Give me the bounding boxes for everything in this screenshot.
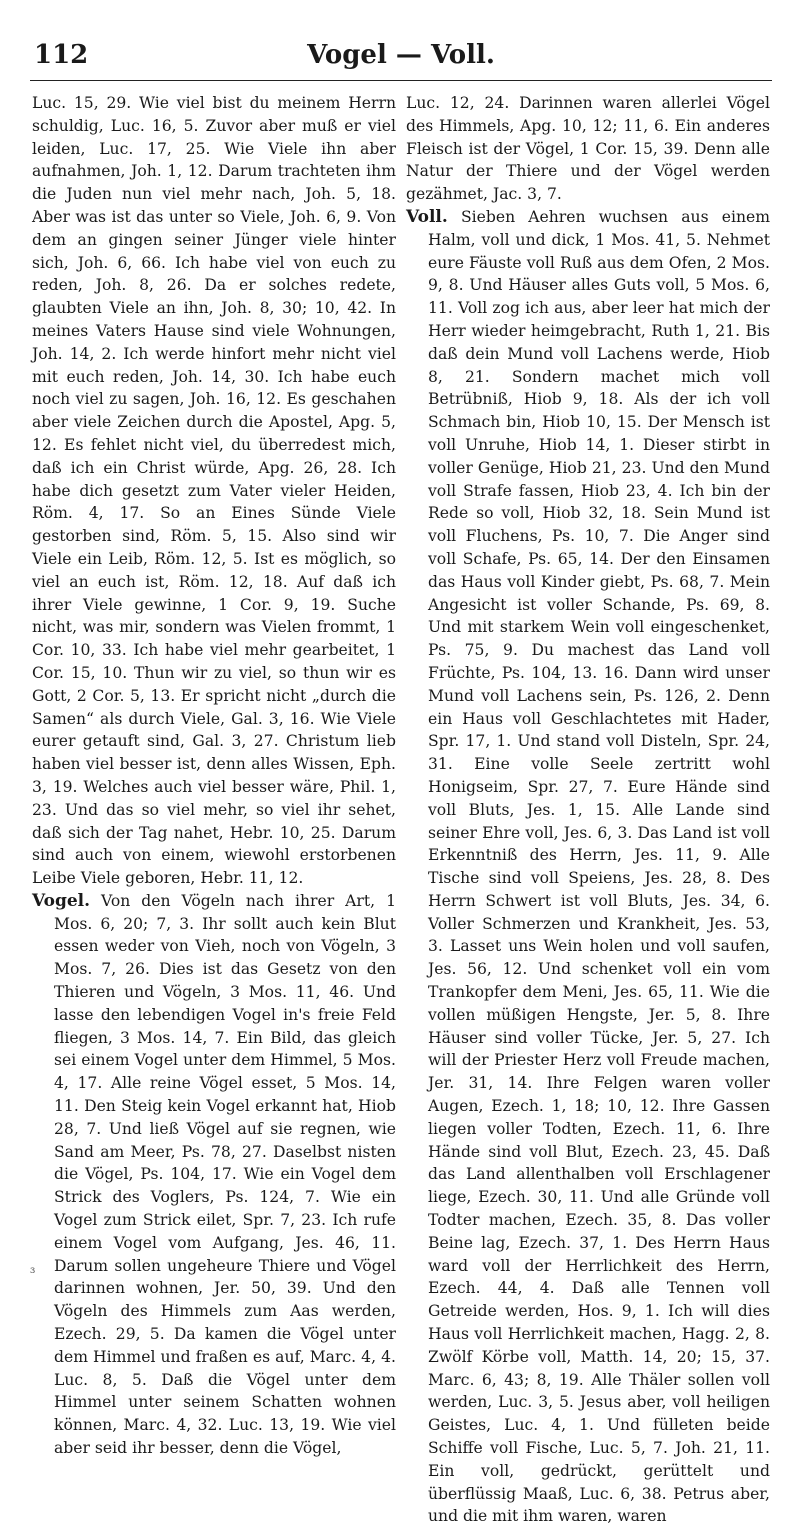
entry-keyword: Voll. <box>406 206 448 227</box>
left-column <box>32 92 396 1460</box>
entry-vogel <box>32 890 396 1460</box>
entry-keyword: Vogel. <box>32 890 91 911</box>
entry-continuation: Luc. 15, 29. Wie viel bist du meinem Herrn schuldig, Luc. 16, 5. Zuvor aber muß er viel leiden, Luc. 17, 25. Wie Viele ihn aber aufnahmen, Joh. 1, 12. Darum trachteten ihm die Juden nun viel mehr nach, Joh. 5, 18. Aber was ist das unter so Viele, Joh. 6, 9. Von dem an gingen seiner Jünger viele hinter sich, Joh. 6, 66. Ich habe viel von euch zu reden, Joh. 8, 26. Da er solches redete, glaubten Viele an ihn, Joh. 8, 30; 10, 42. In meines Vaters Hause sind viele Wohnungen, Joh. 14, 2. Ich werde hinfort mehr nicht viel mit euch reden, Joh. 14, 30. Ich habe euch noch viel zu sagen, Joh. 16, 12. Es geschahen aber viele Zeichen durch die Apostel, Apg. 5, 12. Es fehlet nicht viel, du überredest mich, daß ich ein Christ würde, Apg. 26, 28. Ich habe dich gesetzt zum Vater vieler Heiden, Röm. 4, 17. So an Eines Sünde Viele gestorben sind, Röm. 5, 15. Also sind wir Viele ein Leib, Röm. 12, 5. Ist es möglich, so viel an euch ist, Röm. 12, 18. Auf daß ich ihrer Viele gewinne, 1 Cor. 9, 19. Suche nicht, was mir, sondern was Vielen frommt, 1 Cor. 10, 33. Ich habe viel mehr gearbeitet, 1 Cor. 15, 10. Thun wir zu viel, so thun wir es Gott, 2 Cor. 5, 13. Er spricht nicht „durch die Samen“ als durch Viele, Gal. 3, 16. Wie Viele eurer getauft sind, Gal. 3, 27. Christum lieb haben viel besser ist, denn alles Wissen, Eph. 3, 19. Welches auch viel besser wäre, Phil. 1, 23. Und das so viel mehr, so viel ihr sehet, daß sich der Tag nahet, Hebr. 10, 25. Darum sind auch von einem, wiewohl erstorbenen Leibe Viele geboren, Hebr. 11, 12. <box>32 94 396 888</box>
running-title: Vogel — Voll. <box>307 40 495 70</box>
entry-voll <box>406 206 770 1528</box>
printer-mark: ɜ <box>30 1265 36 1276</box>
page-number: 112 <box>34 40 89 70</box>
page-header <box>30 40 772 81</box>
entry-text: Von den Vögeln nach ihrer Art, 1 Mos. 6, 20; 7, 3. Ihr sollt auch kein Blut essen weder von Vieh, noch von Vögeln, 3 Mos. 7, 26. Dies ist das Gesetz von den Thieren und Vögeln, 3 Mos. 11, 46. Und lasse den lebendigen Vogel in's freie Feld fliegen, 3 Mos. 14, 7. Ein Bild, das gleich sei einem Vogel unter dem Himmel, 5 Mos. 4, 17. Alle reine Vögel esset, 5 Mos. 14, 11. Den Steig kein Vogel erkannt hat, Hiob 28, 7. Und ließ Vögel auf sie regnen, wie Sand am Meer, Ps. 78, 27. Daselbst nisten die Vögel, Ps. 104, 17. Wie ein Vogel dem Strick des Voglers, Ps. 124, 7. Wie ein Vogel zum Strick eilet, Spr. 7, 23. Ich rufe einem Vogel vom Aufgang, Jes. 46, 11. Darum sollen ungeheure Thiere und Vögel darinnen wohnen, Jer. 50, 39. Und den Vögeln des Himmels zum Aas werden, Ezech. 29, 5. Da kamen die Vögel unter dem Himmel und fraßen es auf, Marc. 4, 4. Luc. 8, 5. Daß die Vögel unter dem Himmel unter seinem Schatten wohnen können, Marc. 4, 32. Luc. 13, 19. Wie viel aber seid ihr besser, denn die Vögel, <box>54 891 396 1458</box>
entry-text: Sieben Aehren wuchsen aus einem Halm, voll und dick, 1 Mos. 41, 5. Nehmet eure Fäuste voll Ruß aus dem Ofen, 2 Mos. 9, 8. Und Häuser alles Guts voll, 5 Mos. 6, 11. Voll zog ich aus, aber leer hat mich der Herr wieder heimgebracht, Ruth 1, 21. Bis daß dein Mund voll Lachens werde, Hiob 8, 21. Sondern machet mich voll Betrübniß, Hiob 9, 18. Als der ich voll Schmach bin, Hiob 10, 15. Der Mensch ist voll Unruhe, Hiob 14, 1. Dieser stirbt in voller Genüge, Hiob 21, 23. Und den Mund voll Strafe fassen, Hiob 23, 4. Ich bin der Rede so voll, Hiob 32, 18. Sein Mund ist voll Fluchens, Ps. 10, 7. Die Anger sind voll Schafe, Ps. 65, 14. Der den Einsamen das Haus voll Kinder giebt, Ps. 68, 7. Mein Angesicht ist voller Schande, Ps. 69, 8. Und mit starkem Wein voll eingeschenket, Ps. 75, 9. Du machest das Land voll Früchte, Ps. 104, 13. 16. Dann wird unser Mund voll Lachens sein, Ps. 126, 2. Denn ein Haus voll Geschlachtetes mit Hader, Spr. 17, 1. Und stand voll Disteln, Spr. 24, 31. Eine volle Seele zertritt wohl Honigseim, Spr. 27, 7. Eure Hände sind voll Bluts, Jes. 1, 15. Alle Lande sind seiner Ehre voll, Jes. 6, 3. Das Land ist voll Erkenntniß des Herrn, Jes. 11, 9. Alle Tische sind voll Speiens, Jes. 28, 8. Des Herrn Schwert ist voll Bluts, Jes. 34, 6. Voller Schmerzen und Krankheit, Jes. 53, 3. Lasset uns Wein holen und voll saufen, Jes. 56, 12. Und schenket voll ein vom Trankopfer dem Meni, Jes. 65, 11. Wie die vollen müßigen Hengste, Jer. 5, 8. Ihre Häuser sind voller Tücke, Jer. 5, 27. Ich will der Priester Herz voll Freude machen, Jer. 31, 14. Ihre Felgen waren voller Augen, Ezech. 1, 18; 10, 12. Ihre Gassen liegen voller Todten, Ezech. 11, 6. Ihre Hände sind voll Blut, Ezech. 23, 45. Daß das Land allenthalben voll Erschlagener liege, Ezech. 30, 11. Und alle Gründe voll Todter machen, Ezech. 35, 8. Das voller Beine lag, Ezech. 37, 1. Des Herrn Haus ward voll der Herrlichkeit des Herrn, Ezech. 44, 4. Daß alle Tennen voll Getreide werden, Hos. 9, 1. Ich will dies Haus voll Herrlichkeit machen, Hagg. 2, 8. Zwölf Körbe voll, Matth. 14, 20; 15, 37. Marc. 6, 43; 8, 19. Alle Thäler sollen voll werden, Luc. 3, 5. Jesus aber, voll heiligen Geistes, Luc. 4, 1. Und fülleten beide Schiffe voll Fische, Luc. 5, 7. Joh. 21, 11. Ein voll, gedrückt, gerüttelt und überflüssig Maaß, Luc. 6, 38. Petrus aber, und die mit ihm waren, waren <box>428 207 771 1526</box>
entry-continuation: Luc. 12, 24. Darinnen waren allerlei Vögel des Himmels, Apg. 10, 12; 11, 6. Ein anderes Fleisch ist der Vögel, 1 Cor. 15, 39. Denn alle Natur der Thiere und der Vögel werden gezähmet, Jac. 3, 7. <box>406 94 770 204</box>
right-column <box>406 92 770 1528</box>
